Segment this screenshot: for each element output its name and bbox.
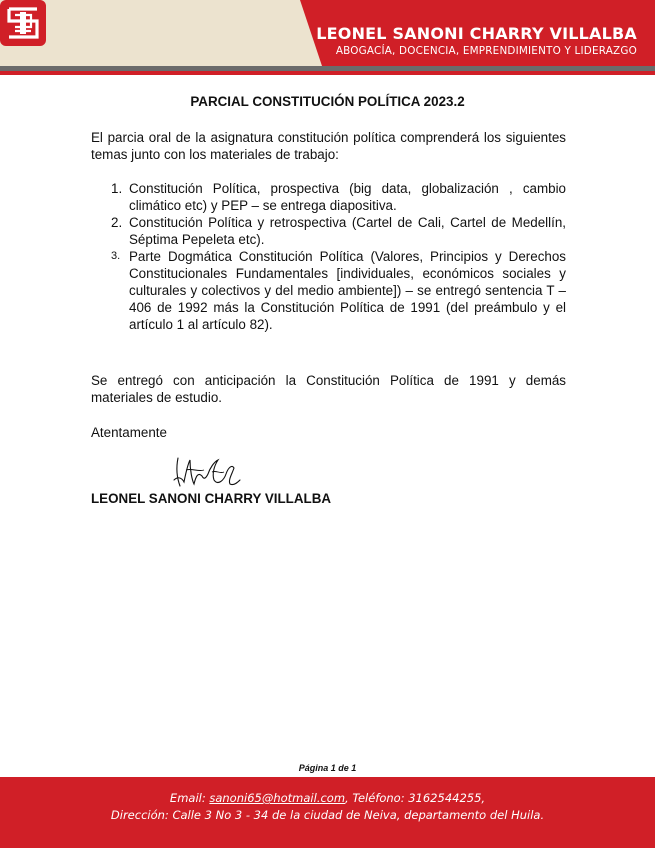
list-item-text: Constitución Política, prospectiva (big data, globalización , cambio climático etc) y PEP – se entrega diapositiva. — [129, 181, 566, 213]
phone-text: , Teléfono: 3162544255, — [345, 791, 486, 805]
list-item-text: Parte Dogmática Constitución Política (Valores, Principios y Derechos Constitucionales Fundamentales [individuales, económicos sociales y culturales y colectivos y del medio ambiente]) – se entregó sentencia T – 406 de 1992 más la Constitución Política de 1991 (del preámbulo y el artículo 1 al artículo 82). — [129, 249, 566, 332]
intro-paragraph: El parcia oral de la asignatura constitución política comprenderá los siguientes temas junto con los materiales de trabajo: — [91, 130, 566, 162]
list-item — [91, 248, 566, 333]
header-cream-band — [0, 0, 340, 66]
email-label: Email: — [169, 791, 206, 805]
header-red-stripe — [0, 71, 655, 75]
topics-list — [91, 180, 566, 333]
list-item-number: 1. — [111, 181, 123, 196]
brand-tagline: ABOGACÍA, DOCENCIA, EMPRENDIMIENTO Y LIDERAZGO — [335, 45, 637, 57]
signer-name: LEONEL SANONI CHARRY VILLALBA — [91, 491, 332, 506]
closing-paragraph: Se entregó con anticipación la Constitución Política de 1991 y demás materiales de estudio. — [91, 373, 566, 405]
letterhead-footer — [0, 777, 655, 848]
list-item-number: 2. — [111, 215, 123, 230]
header-gray-stripe — [0, 66, 655, 71]
address-line: Dirección: Calle 3 No 3 - 34 de la ciudad de Neiva, departamento del Huila. — [110, 808, 545, 822]
list-item-number: 3. — [111, 250, 121, 262]
list-item — [91, 214, 566, 248]
list-item — [91, 180, 566, 214]
letterhead-header — [0, 0, 655, 76]
page-number: Página 1 de 1 — [298, 763, 357, 773]
regards-text: Atentamente — [91, 425, 167, 440]
handwritten-signature — [168, 450, 243, 492]
ssc-logo-icon — [0, 0, 46, 46]
brand-name: LEONEL SANONI CHARRY VILLALBA — [316, 24, 637, 43]
email-link[interactable]: sanoni65@hotmail.com — [209, 791, 346, 805]
contact-line — [0, 791, 655, 805]
list-item-text: Constitución Política y retrospectiva (Cartel de Cali, Cartel de Medellín, Séptima Pepeleta etc). — [129, 215, 566, 247]
document-title: PARCIAL CONSTITUCIÓN POLÍTICA 2023.2 — [190, 94, 465, 109]
